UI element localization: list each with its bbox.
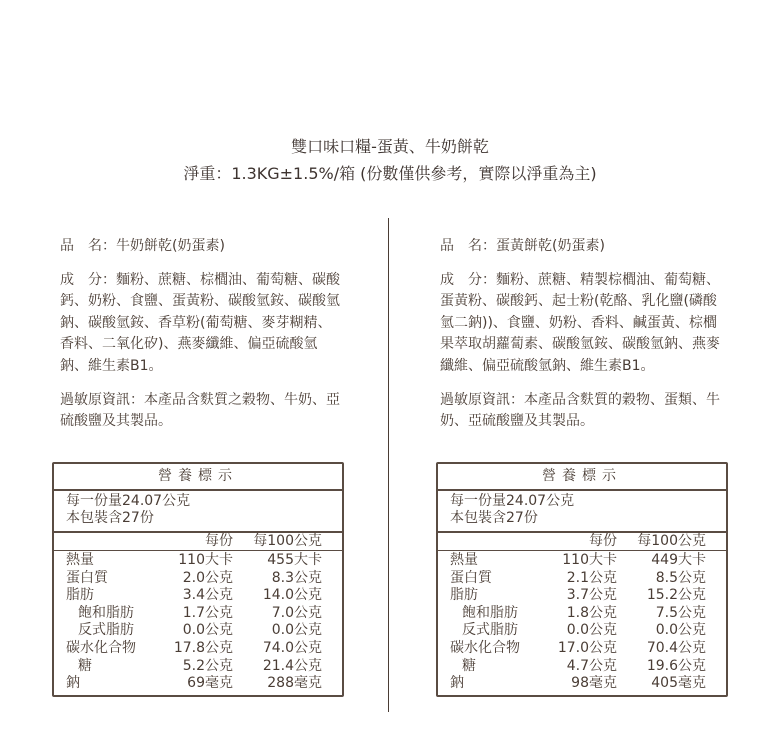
serving-info: [438, 491, 726, 533]
column-divider: [388, 218, 389, 712]
net-weight: 淨重：1.3KG±1.5%/箱 (份數僅供參考，實際以淨重為主): [183, 164, 597, 183]
per-serving-value: 1.8公克: [566, 604, 617, 621]
per-100g-value: 449大卡: [651, 552, 706, 568]
per-100g-value: 455大卡: [267, 552, 322, 568]
table-row: [438, 605, 726, 623]
per-serving-value: 17.0公克: [557, 639, 617, 656]
milk-biscuit-info: [60, 236, 342, 445]
table-row: [438, 587, 726, 605]
per-100g-value: 288毫克: [267, 675, 322, 692]
table-row: [54, 605, 342, 623]
per-100g-value: 21.4公克: [262, 657, 322, 674]
nutrition-title: 營養標示: [438, 464, 726, 491]
serving-size: 每一份量24.07公克: [66, 493, 191, 509]
nutrient-name: 反式脂肪: [462, 622, 518, 639]
nutrition-table-milk: [52, 462, 344, 697]
per-serving-value: 3.4公克: [182, 587, 233, 604]
nutrition-rows: [54, 551, 342, 693]
per-serving-value: 17.8公克: [173, 639, 233, 656]
per-100g-value: 0.0公克: [271, 622, 322, 639]
per-serving-value: 5.2公克: [182, 657, 233, 674]
nutrient-name: 糖: [78, 657, 92, 674]
allergen-info: 過敏原資訊：本產品含麩質的穀物、蛋類、牛奶、亞硫酸鹽及其製品。: [440, 391, 720, 430]
per-serving-value: 0.0公克: [182, 622, 233, 639]
nutrient-name: 脂肪: [66, 587, 94, 604]
per-serving-value: 110大卡: [562, 552, 617, 568]
table-row: [438, 640, 726, 658]
ingredients: 成 分：麵粉、蔗糖、精製棕櫚油、葡萄糖、蛋黃粉、碳酸鈣、起士粉(乾酪、乳化鹽(磷酸氫二鈉))、食鹽、奶粉、香料、鹹蛋黃、棕櫚果萃取胡蘿蔔素、碳酸氫銨、碳酸氫鈉、燕麥纖維、偏亞硫酸氫鈉、維生素B1。: [440, 271, 720, 374]
nutrient-name: 熱量: [450, 552, 478, 568]
nutrient-name: 飽和脂肪: [78, 604, 134, 621]
servings-per-pack: 本包裝含27份: [66, 510, 154, 526]
per-serving-value: 3.7公克: [566, 587, 617, 604]
table-row: [438, 570, 726, 588]
nutrient-name: 碳水化合物: [450, 639, 520, 656]
table-row: [54, 587, 342, 605]
per-100g-value: 8.3公克: [271, 569, 322, 586]
per-serving-header: 每份: [205, 533, 233, 549]
nutrient-name: 鈉: [66, 675, 80, 692]
per-100g-value: 8.5公克: [655, 569, 706, 586]
nutrient-name: 反式脂肪: [78, 622, 134, 639]
per-100g-value: 405毫克: [651, 675, 706, 692]
per-serving-header: 每份: [589, 533, 617, 549]
table-row: [438, 622, 726, 640]
table-row: [438, 658, 726, 676]
nutrition-column-headers: [438, 533, 726, 551]
ingredients: 成 分：麵粉、蔗糖、棕櫚油、葡萄糖、碳酸鈣、奶粉、食鹽、蛋黃粉、碳酸氫銨、碳酸氫鈉、碳酸氫銨、香草粉(葡萄糖、麥芽糊精、香料、二氧化矽)、燕麥纖維、偏亞硫酸氫鈉、維生素B1。: [60, 271, 340, 374]
serving-info: [54, 491, 342, 533]
nutrition-rows: [438, 551, 726, 693]
nutrient-name: 鈉: [450, 675, 464, 692]
table-row: [438, 675, 726, 693]
per-100g-value: 19.6公克: [646, 657, 706, 674]
allergen-info: 過敏原資訊：本產品含麩質之穀物、牛奶、亞硫酸鹽及其製品。: [60, 391, 340, 430]
per-100g-value: 14.0公克: [262, 587, 322, 604]
table-row: [54, 658, 342, 676]
per-serving-value: 98毫克: [571, 675, 617, 692]
nutrition-column-headers: [54, 533, 342, 551]
per-100g-value: 70.4公克: [646, 639, 706, 656]
product-title: 雙口味口糧-蛋黃、牛奶餅乾: [291, 137, 489, 156]
per-100g-value: 74.0公克: [262, 639, 322, 656]
per-serving-value: 2.1公克: [566, 569, 617, 586]
per-100g-value: 0.0公克: [655, 622, 706, 639]
per-100g-header: 每100公克: [637, 533, 706, 549]
per-serving-value: 4.7公克: [566, 657, 617, 674]
nutrient-name: 蛋白質: [66, 569, 108, 586]
per-100g-header: 每100公克: [253, 533, 322, 549]
nutrient-name: 糖: [462, 657, 476, 674]
nutrient-name: 熱量: [66, 552, 94, 568]
per-serving-value: 1.7公克: [182, 604, 233, 621]
nutrient-name: 蛋白質: [450, 569, 492, 586]
per-serving-value: 2.0公克: [182, 569, 233, 586]
nutrient-name: 脂肪: [450, 587, 478, 604]
per-100g-value: 15.2公克: [646, 587, 706, 604]
serving-size: 每一份量24.07公克: [450, 493, 575, 509]
per-serving-value: 0.0公克: [566, 622, 617, 639]
per-100g-value: 7.0公克: [271, 604, 322, 621]
egg-yolk-biscuit-info: [440, 236, 730, 445]
table-row: [54, 675, 342, 693]
servings-per-pack: 本包裝含27份: [450, 510, 538, 526]
table-row: [54, 622, 342, 640]
table-row: [438, 552, 726, 570]
nutrition-table-egg-yolk: [436, 462, 728, 697]
table-row: [54, 570, 342, 588]
table-row: [54, 640, 342, 658]
per-100g-value: 7.5公克: [655, 604, 706, 621]
product-name: 品 名：蛋黃餅乾(奶蛋素): [440, 238, 605, 254]
per-serving-value: 69毫克: [187, 675, 233, 692]
nutrient-name: 碳水化合物: [66, 639, 136, 656]
table-row: [54, 552, 342, 570]
per-serving-value: 110大卡: [178, 552, 233, 568]
nutrient-name: 飽和脂肪: [462, 604, 518, 621]
product-name: 品 名：牛奶餅乾(奶蛋素): [60, 238, 225, 254]
nutrition-title: 營養標示: [54, 464, 342, 491]
